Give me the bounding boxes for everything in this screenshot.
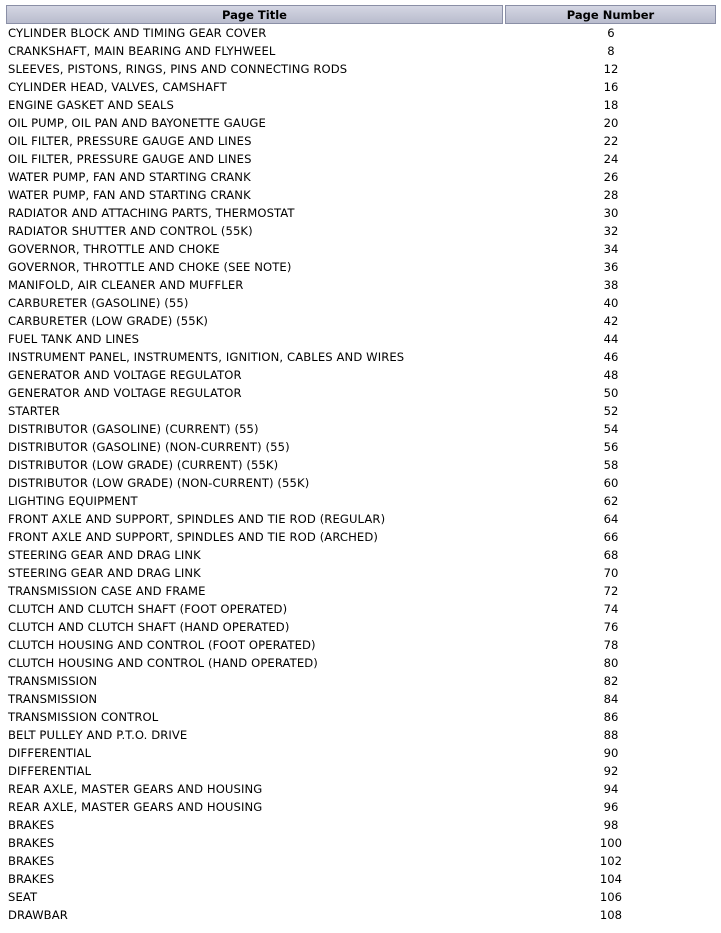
table-row[interactable]	[6, 330, 716, 348]
row-page-number: 32	[603, 224, 619, 238]
row-page-title[interactable]: DIFFERENTIAL	[8, 764, 92, 778]
row-page-number: 50	[603, 386, 619, 400]
table-row[interactable]	[6, 672, 716, 690]
parts-index-table	[4, 5, 718, 924]
row-page-number: 54	[603, 422, 619, 436]
row-page-title[interactable]: MANIFOLD, AIR CLEANER AND MUFFLER	[8, 278, 244, 292]
row-page-title[interactable]: OIL FILTER, PRESSURE GAUGE AND LINES	[8, 152, 252, 166]
row-page-number: 78	[603, 638, 619, 652]
table-row[interactable]	[6, 654, 716, 672]
row-page-number: 46	[603, 350, 619, 364]
row-page-title[interactable]: BRAKES	[8, 872, 55, 886]
table-row[interactable]	[6, 24, 716, 42]
row-page-number: 72	[603, 584, 619, 598]
row-page-title[interactable]: RADIATOR SHUTTER AND CONTROL (55K)	[8, 224, 253, 238]
table-row[interactable]	[6, 276, 716, 294]
row-page-title[interactable]: GOVERNOR, THROTTLE AND CHOKE	[8, 242, 220, 256]
row-page-title[interactable]: TRANSMISSION CONTROL	[8, 710, 159, 724]
column-header-page-title[interactable]: Page Title	[6, 5, 503, 24]
row-page-number: 96	[603, 800, 619, 814]
row-page-number: 36	[603, 260, 619, 274]
header-row	[6, 5, 716, 24]
row-page-title[interactable]: SLEEVES, PISTONS, RINGS, PINS AND CONNECTING RODS	[8, 62, 348, 76]
row-page-title[interactable]: CRANKSHAFT, MAIN BEARING AND FLYHWEEL	[8, 44, 276, 58]
table-row[interactable]	[6, 726, 716, 744]
row-page-title[interactable]: STEERING GEAR AND DRAG LINK	[8, 566, 201, 580]
row-page-title[interactable]: DISTRIBUTOR (GASOLINE) (CURRENT) (55)	[8, 422, 259, 436]
row-page-title[interactable]: BELT PULLEY AND P.T.O. DRIVE	[8, 728, 188, 742]
table-row[interactable]	[6, 222, 716, 240]
row-page-title[interactable]: WATER PUMP, FAN AND STARTING CRANK	[8, 188, 251, 202]
row-page-number: 80	[603, 656, 619, 670]
row-page-number: 24	[603, 152, 619, 166]
row-page-number: 8	[607, 44, 615, 58]
row-page-number: 6	[607, 26, 615, 40]
row-page-number: 82	[603, 674, 619, 688]
row-page-title[interactable]: REAR AXLE, MASTER GEARS AND HOUSING	[8, 800, 263, 814]
row-page-title[interactable]: INSTRUMENT PANEL, INSTRUMENTS, IGNITION, CABLES AND WIRES	[8, 350, 405, 364]
table-row[interactable]	[6, 816, 716, 834]
table-row[interactable]	[6, 132, 716, 150]
row-page-number: 106	[599, 890, 623, 904]
table-row[interactable]	[6, 474, 716, 492]
table-row[interactable]	[6, 96, 716, 114]
table-row[interactable]	[6, 618, 716, 636]
row-page-title[interactable]: DIFFERENTIAL	[8, 746, 92, 760]
row-page-title[interactable]: OIL FILTER, PRESSURE GAUGE AND LINES	[8, 134, 252, 148]
row-page-title[interactable]: OIL PUMP, OIL PAN AND BAYONETTE GAUGE	[8, 116, 266, 130]
row-page-number: 38	[603, 278, 619, 292]
row-page-title[interactable]: TRANSMISSION	[8, 692, 98, 706]
row-page-title[interactable]: BRAKES	[8, 836, 55, 850]
row-page-title[interactable]: LIGHTING EQUIPMENT	[8, 494, 138, 508]
row-page-title[interactable]: CLUTCH AND CLUTCH SHAFT (HAND OPERATED)	[8, 620, 290, 634]
row-page-title[interactable]: REAR AXLE, MASTER GEARS AND HOUSING	[8, 782, 263, 796]
row-page-number: 86	[603, 710, 619, 724]
row-page-title[interactable]: GENERATOR AND VOLTAGE REGULATOR	[8, 386, 242, 400]
table-row[interactable]	[6, 384, 716, 402]
row-page-title[interactable]: DISTRIBUTOR (LOW GRADE) (CURRENT) (55K)	[8, 458, 279, 472]
row-page-number: 48	[603, 368, 619, 382]
row-page-title[interactable]: BRAKES	[8, 854, 55, 868]
table-row[interactable]	[6, 204, 716, 222]
row-page-number: 104	[599, 872, 623, 886]
row-page-number: 100	[599, 836, 623, 850]
table-row[interactable]	[6, 402, 716, 420]
row-page-title[interactable]: FUEL TANK AND LINES	[8, 332, 140, 346]
row-page-title[interactable]: STARTER	[8, 404, 60, 418]
row-page-title[interactable]: GOVERNOR, THROTTLE AND CHOKE (SEE NOTE)	[8, 260, 292, 274]
table-row[interactable]	[6, 636, 716, 654]
row-page-title[interactable]: CYLINDER HEAD, VALVES, CAMSHAFT	[8, 80, 227, 94]
table-row[interactable]	[6, 546, 716, 564]
row-page-title[interactable]: DRAWBAR	[8, 908, 68, 922]
row-page-number: 18	[603, 98, 619, 112]
column-header-page-number[interactable]: Page Number	[505, 5, 716, 24]
table-row[interactable]	[6, 708, 716, 726]
row-page-title[interactable]: STEERING GEAR AND DRAG LINK	[8, 548, 201, 562]
table-row[interactable]	[6, 60, 716, 78]
row-page-number: 98	[603, 818, 619, 832]
table-row[interactable]	[6, 906, 716, 924]
row-page-title[interactable]: BRAKES	[8, 818, 55, 832]
table-row[interactable]	[6, 780, 716, 798]
row-page-number: 58	[603, 458, 619, 472]
row-page-title[interactable]: CYLINDER BLOCK AND TIMING GEAR COVER	[8, 26, 267, 40]
table-row[interactable]	[6, 600, 716, 618]
row-page-number: 88	[603, 728, 619, 742]
table-row[interactable]	[6, 834, 716, 852]
row-page-number: 44	[603, 332, 619, 346]
row-page-number: 28	[603, 188, 619, 202]
table-row[interactable]	[6, 438, 716, 456]
row-page-number: 108	[599, 908, 623, 922]
row-page-number: 76	[603, 620, 619, 634]
table-row[interactable]	[6, 168, 716, 186]
row-page-number: 52	[603, 404, 619, 418]
table-row[interactable]	[6, 420, 716, 438]
parts-index-container	[4, 5, 718, 924]
row-page-title[interactable]: FRONT AXLE AND SUPPORT, SPINDLES AND TIE ROD (REGULAR)	[8, 512, 386, 526]
table-row[interactable]	[6, 456, 716, 474]
table-row[interactable]	[6, 690, 716, 708]
row-page-number: 60	[603, 476, 619, 490]
row-page-number: 16	[603, 80, 619, 94]
table-row[interactable]	[6, 42, 716, 60]
table-row[interactable]	[6, 366, 716, 384]
row-page-title[interactable]: WATER PUMP, FAN AND STARTING CRANK	[8, 170, 251, 184]
row-page-number: 90	[603, 746, 619, 760]
row-page-number: 66	[603, 530, 619, 544]
row-page-number: 62	[603, 494, 619, 508]
table-row[interactable]	[6, 348, 716, 366]
row-page-number: 74	[603, 602, 619, 616]
row-page-number: 42	[603, 314, 619, 328]
table-header	[6, 5, 716, 24]
table-row[interactable]	[6, 852, 716, 870]
row-page-title[interactable]: CLUTCH HOUSING AND CONTROL (FOOT OPERATED)	[8, 638, 316, 652]
row-page-number: 22	[603, 134, 619, 148]
row-page-title[interactable]: RADIATOR AND ATTACHING PARTS, THERMOSTAT	[8, 206, 295, 220]
table-row[interactable]	[6, 582, 716, 600]
row-page-title[interactable]: SEAT	[8, 890, 38, 904]
row-page-number: 30	[603, 206, 619, 220]
table-row[interactable]	[6, 78, 716, 96]
row-page-title[interactable]: CLUTCH HOUSING AND CONTROL (HAND OPERATED)	[8, 656, 318, 670]
row-page-number: 56	[603, 440, 619, 454]
row-page-number: 92	[603, 764, 619, 778]
row-page-number: 102	[599, 854, 623, 868]
row-page-title[interactable]: CARBURETER (GASOLINE) (55)	[8, 296, 189, 310]
table-row[interactable]	[6, 186, 716, 204]
row-page-number: 26	[603, 170, 619, 184]
row-page-number: 70	[603, 566, 619, 580]
row-page-number: 40	[603, 296, 619, 310]
table-row[interactable]	[6, 258, 716, 276]
table-row[interactable]	[6, 312, 716, 330]
row-page-title[interactable]: TRANSMISSION CASE AND FRAME	[8, 584, 206, 598]
row-page-number: 34	[603, 242, 619, 256]
row-page-number: 64	[603, 512, 619, 526]
row-page-number: 94	[603, 782, 619, 796]
row-page-number: 20	[603, 116, 619, 130]
table-body	[6, 24, 716, 924]
table-row[interactable]	[6, 492, 716, 510]
table-row[interactable]	[6, 150, 716, 168]
table-row[interactable]	[6, 870, 716, 888]
table-row[interactable]	[6, 240, 716, 258]
row-page-title[interactable]: FRONT AXLE AND SUPPORT, SPINDLES AND TIE ROD (ARCHED)	[8, 530, 379, 544]
row-page-title[interactable]: GENERATOR AND VOLTAGE REGULATOR	[8, 368, 242, 382]
table-row[interactable]	[6, 510, 716, 528]
table-row[interactable]	[6, 762, 716, 780]
table-row[interactable]	[6, 564, 716, 582]
row-page-title[interactable]: CARBURETER (LOW GRADE) (55K)	[8, 314, 209, 328]
row-page-title[interactable]: DISTRIBUTOR (GASOLINE) (NON-CURRENT) (55)	[8, 440, 290, 454]
table-row[interactable]	[6, 744, 716, 762]
table-row[interactable]	[6, 798, 716, 816]
table-row[interactable]	[6, 528, 716, 546]
table-row[interactable]	[6, 114, 716, 132]
row-page-title[interactable]: DISTRIBUTOR (LOW GRADE) (NON-CURRENT) (55K)	[8, 476, 310, 490]
row-page-number: 84	[603, 692, 619, 706]
table-row[interactable]	[6, 294, 716, 312]
row-page-title[interactable]: ENGINE GASKET AND SEALS	[8, 98, 175, 112]
row-page-title[interactable]: TRANSMISSION	[8, 674, 98, 688]
row-page-number: 68	[603, 548, 619, 562]
row-page-title[interactable]: CLUTCH AND CLUTCH SHAFT (FOOT OPERATED)	[8, 602, 288, 616]
table-row[interactable]	[6, 888, 716, 906]
row-page-number: 12	[603, 62, 619, 76]
